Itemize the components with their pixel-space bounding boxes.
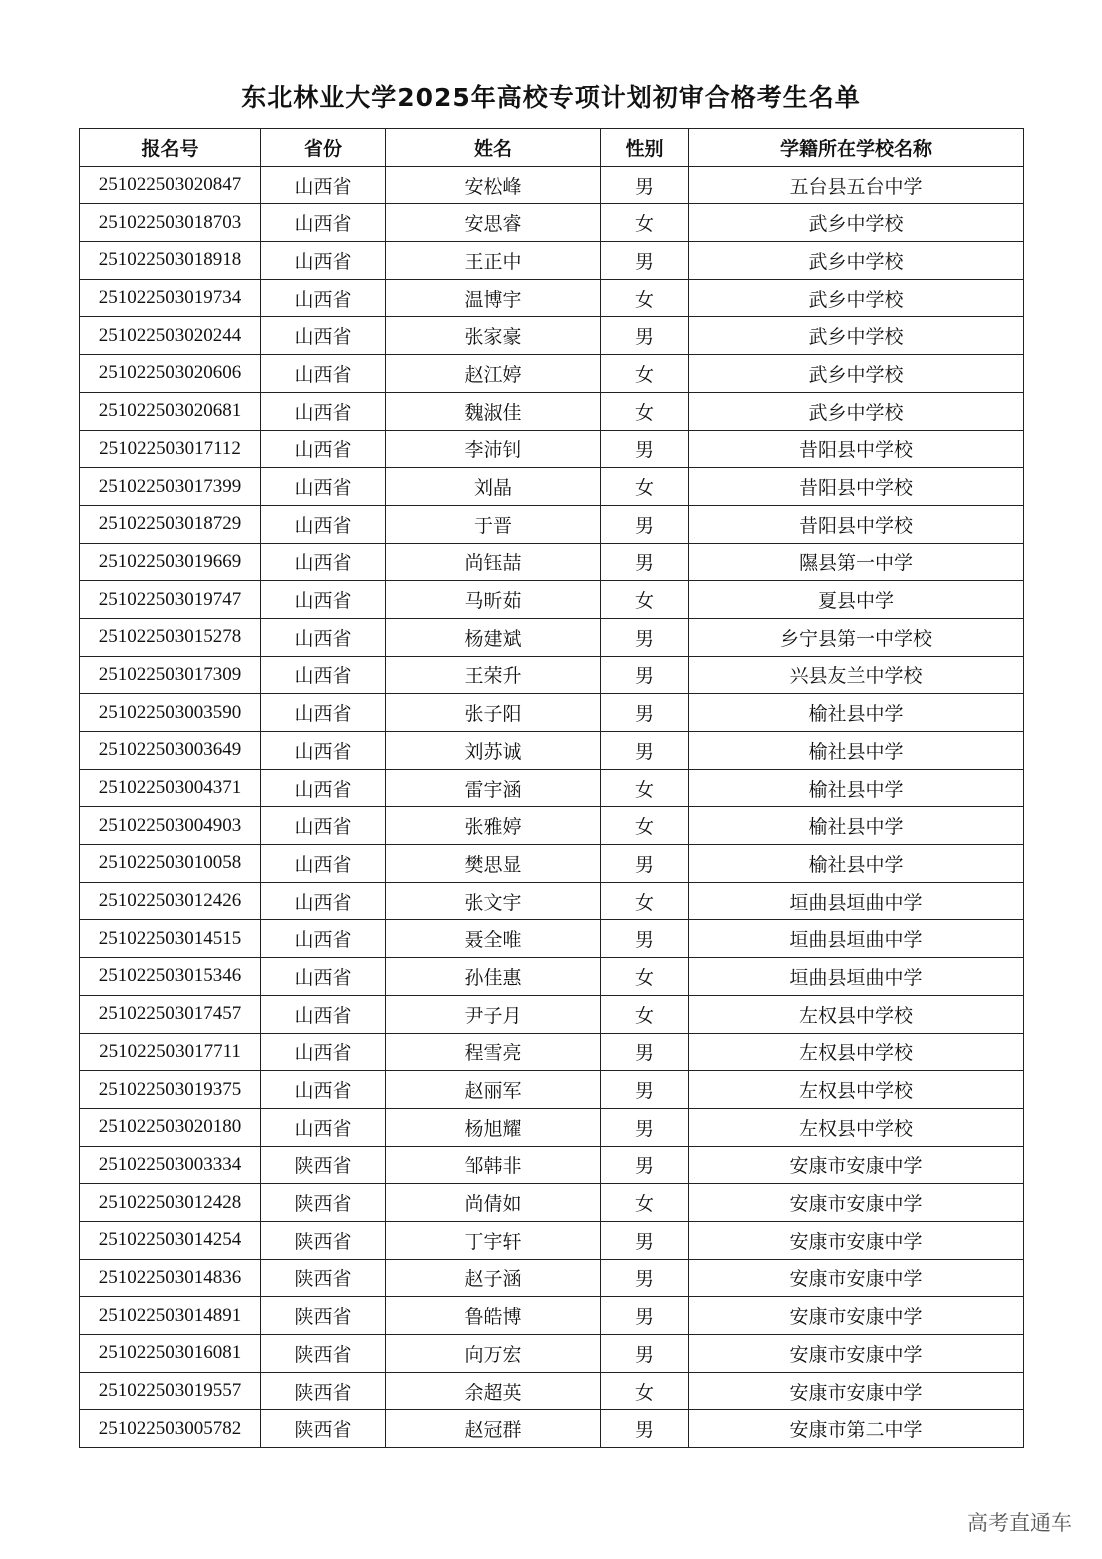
province-cell: 陕西省 xyxy=(261,1335,386,1373)
table-row xyxy=(80,1108,1024,1146)
table-row xyxy=(80,1259,1024,1297)
gender-cell: 女 xyxy=(601,807,689,845)
gender-cell: 男 xyxy=(601,1221,689,1259)
province-cell: 山西省 xyxy=(261,242,386,280)
registration-number-cell: 251022503012428 xyxy=(80,1184,261,1222)
gender-cell: 女 xyxy=(601,958,689,996)
gender-cell: 女 xyxy=(601,204,689,242)
province-cell: 山西省 xyxy=(261,995,386,1033)
name-cell: 魏淑佳 xyxy=(386,392,601,430)
registration-number-cell: 251022503018729 xyxy=(80,505,261,543)
province-cell: 山西省 xyxy=(261,355,386,393)
gender-cell: 男 xyxy=(601,1259,689,1297)
gender-cell: 男 xyxy=(601,845,689,883)
province-cell: 山西省 xyxy=(261,543,386,581)
name-cell: 尚钰喆 xyxy=(386,543,601,581)
name-cell: 赵江婷 xyxy=(386,355,601,393)
province-cell: 山西省 xyxy=(261,317,386,355)
school-cell: 武乡中学校 xyxy=(689,204,1024,242)
table-row xyxy=(80,1221,1024,1259)
page-title: 东北林业大学2025年高校专项计划初审合格考生名单 xyxy=(241,83,861,112)
gender-cell: 男 xyxy=(601,1146,689,1184)
name-cell: 王正中 xyxy=(386,242,601,280)
table-row xyxy=(80,656,1024,694)
school-cell: 榆社县中学 xyxy=(689,807,1024,845)
gender-cell: 男 xyxy=(601,166,689,204)
province-cell: 山西省 xyxy=(261,468,386,506)
name-cell: 向万宏 xyxy=(386,1335,601,1373)
name-cell: 雷宇涵 xyxy=(386,769,601,807)
table-row xyxy=(80,1335,1024,1373)
registration-number-cell: 251022503015278 xyxy=(80,618,261,656)
gender-cell: 男 xyxy=(601,656,689,694)
school-cell: 左权县中学校 xyxy=(689,1033,1024,1071)
registration-number-cell: 251022503012426 xyxy=(80,882,261,920)
registration-number-cell: 251022503020244 xyxy=(80,317,261,355)
gender-cell: 女 xyxy=(601,1184,689,1222)
school-cell: 安康市安康中学 xyxy=(689,1372,1024,1410)
table-row xyxy=(80,845,1024,883)
school-cell: 榆社县中学 xyxy=(689,769,1024,807)
table-row xyxy=(80,468,1024,506)
school-cell: 武乡中学校 xyxy=(689,355,1024,393)
table-row xyxy=(80,769,1024,807)
gender-cell: 男 xyxy=(601,694,689,732)
gender-cell: 男 xyxy=(601,1335,689,1373)
table-row xyxy=(80,694,1024,732)
province-cell: 山西省 xyxy=(261,581,386,619)
school-cell: 安康市安康中学 xyxy=(689,1221,1024,1259)
province-cell: 山西省 xyxy=(261,1071,386,1109)
name-cell: 赵子涵 xyxy=(386,1259,601,1297)
province-cell: 陕西省 xyxy=(261,1146,386,1184)
province-cell: 陕西省 xyxy=(261,1221,386,1259)
school-cell: 榆社县中学 xyxy=(689,845,1024,883)
name-cell: 于晋 xyxy=(386,505,601,543)
table-row xyxy=(80,1184,1024,1222)
school-cell: 武乡中学校 xyxy=(689,242,1024,280)
school-cell: 安康市安康中学 xyxy=(689,1146,1024,1184)
province-cell: 山西省 xyxy=(261,279,386,317)
province-cell: 陕西省 xyxy=(261,1259,386,1297)
table-row xyxy=(80,204,1024,242)
gender-cell: 男 xyxy=(601,618,689,656)
registration-number-cell: 251022503004903 xyxy=(80,807,261,845)
name-cell: 刘苏诚 xyxy=(386,732,601,770)
province-cell: 山西省 xyxy=(261,505,386,543)
province-cell: 山西省 xyxy=(261,430,386,468)
name-cell: 张雅婷 xyxy=(386,807,601,845)
registration-number-cell: 251022503019747 xyxy=(80,581,261,619)
name-cell: 邹韩非 xyxy=(386,1146,601,1184)
name-cell: 温博宇 xyxy=(386,279,601,317)
gender-cell: 男 xyxy=(601,505,689,543)
registration-number-cell: 251022503004371 xyxy=(80,769,261,807)
name-cell: 张子阳 xyxy=(386,694,601,732)
school-cell: 榆社县中学 xyxy=(689,732,1024,770)
province-cell: 陕西省 xyxy=(261,1297,386,1335)
gender-cell: 男 xyxy=(601,543,689,581)
province-cell: 山西省 xyxy=(261,694,386,732)
name-cell: 安思睿 xyxy=(386,204,601,242)
header-gender: 性别 xyxy=(601,129,689,167)
header-school: 学籍所在学校名称 xyxy=(689,129,1024,167)
table-row xyxy=(80,958,1024,996)
province-cell: 山西省 xyxy=(261,807,386,845)
province-cell: 山西省 xyxy=(261,392,386,430)
registration-number-cell: 251022503020180 xyxy=(80,1108,261,1146)
table-row xyxy=(80,618,1024,656)
registration-number-cell: 251022503010058 xyxy=(80,845,261,883)
registration-number-cell: 251022503019734 xyxy=(80,279,261,317)
registration-number-cell: 251022503017711 xyxy=(80,1033,261,1071)
gender-cell: 男 xyxy=(601,1071,689,1109)
gender-cell: 男 xyxy=(601,920,689,958)
registration-number-cell: 251022503017457 xyxy=(80,995,261,1033)
school-cell: 兴县友兰中学校 xyxy=(689,656,1024,694)
header-name: 姓名 xyxy=(386,129,601,167)
gender-cell: 男 xyxy=(601,732,689,770)
name-cell: 聂全唯 xyxy=(386,920,601,958)
registration-number-cell: 251022503017112 xyxy=(80,430,261,468)
gender-cell: 女 xyxy=(601,392,689,430)
header-registration-number: 报名号 xyxy=(80,129,261,167)
school-cell: 武乡中学校 xyxy=(689,279,1024,317)
registration-number-cell: 251022503017399 xyxy=(80,468,261,506)
name-cell: 张文宇 xyxy=(386,882,601,920)
table-row xyxy=(80,807,1024,845)
gender-cell: 男 xyxy=(601,430,689,468)
name-cell: 孙佳惠 xyxy=(386,958,601,996)
table-header-row xyxy=(80,129,1024,167)
registration-number-cell: 251022503016081 xyxy=(80,1335,261,1373)
name-cell: 王荣升 xyxy=(386,656,601,694)
table-row xyxy=(80,355,1024,393)
school-cell: 五台县五台中学 xyxy=(689,166,1024,204)
gender-cell: 男 xyxy=(601,317,689,355)
province-cell: 陕西省 xyxy=(261,1410,386,1448)
table-row xyxy=(80,920,1024,958)
table-row xyxy=(80,166,1024,204)
gender-cell: 女 xyxy=(601,581,689,619)
school-cell: 安康市安康中学 xyxy=(689,1184,1024,1222)
province-cell: 陕西省 xyxy=(261,1372,386,1410)
registration-number-cell: 251022503014836 xyxy=(80,1259,261,1297)
registration-number-cell: 251022503020681 xyxy=(80,392,261,430)
name-cell: 安松峰 xyxy=(386,166,601,204)
registration-number-cell: 251022503003334 xyxy=(80,1146,261,1184)
province-cell: 山西省 xyxy=(261,769,386,807)
name-cell: 尹子月 xyxy=(386,995,601,1033)
registration-number-cell: 251022503020847 xyxy=(80,166,261,204)
table-row xyxy=(80,392,1024,430)
table-row xyxy=(80,581,1024,619)
school-cell: 夏县中学 xyxy=(689,581,1024,619)
province-cell: 山西省 xyxy=(261,845,386,883)
school-cell: 隰县第一中学 xyxy=(689,543,1024,581)
gender-cell: 女 xyxy=(601,995,689,1033)
school-cell: 安康市第二中学 xyxy=(689,1410,1024,1448)
school-cell: 安康市安康中学 xyxy=(689,1259,1024,1297)
table-row xyxy=(80,317,1024,355)
province-cell: 山西省 xyxy=(261,166,386,204)
gender-cell: 女 xyxy=(601,355,689,393)
name-cell: 尚倩如 xyxy=(386,1184,601,1222)
table-row xyxy=(80,430,1024,468)
gender-cell: 男 xyxy=(601,1297,689,1335)
gender-cell: 女 xyxy=(601,882,689,920)
school-cell: 昔阳县中学校 xyxy=(689,505,1024,543)
school-cell: 垣曲县垣曲中学 xyxy=(689,920,1024,958)
school-cell: 垣曲县垣曲中学 xyxy=(689,958,1024,996)
gender-cell: 男 xyxy=(601,1108,689,1146)
registration-number-cell: 251022503019669 xyxy=(80,543,261,581)
name-cell: 杨建斌 xyxy=(386,618,601,656)
name-cell: 赵丽军 xyxy=(386,1071,601,1109)
name-cell: 丁宇轩 xyxy=(386,1221,601,1259)
registration-number-cell: 251022503018918 xyxy=(80,242,261,280)
name-cell: 余超英 xyxy=(386,1372,601,1410)
school-cell: 左权县中学校 xyxy=(689,1108,1024,1146)
table-row xyxy=(80,1410,1024,1448)
registration-number-cell: 251022503015346 xyxy=(80,958,261,996)
school-cell: 垣曲县垣曲中学 xyxy=(689,882,1024,920)
gender-cell: 女 xyxy=(601,279,689,317)
watermark: 高考直通车 xyxy=(967,1511,1072,1535)
school-cell: 安康市安康中学 xyxy=(689,1297,1024,1335)
gender-cell: 男 xyxy=(601,242,689,280)
registration-number-cell: 251022503014515 xyxy=(80,920,261,958)
registration-number-cell: 251022503020606 xyxy=(80,355,261,393)
table-row xyxy=(80,505,1024,543)
name-cell: 张家豪 xyxy=(386,317,601,355)
school-cell: 武乡中学校 xyxy=(689,317,1024,355)
school-cell: 安康市安康中学 xyxy=(689,1335,1024,1373)
name-cell: 程雪亮 xyxy=(386,1033,601,1071)
school-cell: 昔阳县中学校 xyxy=(689,468,1024,506)
province-cell: 山西省 xyxy=(261,1033,386,1071)
province-cell: 山西省 xyxy=(261,882,386,920)
gender-cell: 女 xyxy=(601,1372,689,1410)
province-cell: 山西省 xyxy=(261,656,386,694)
registration-number-cell: 251022503005782 xyxy=(80,1410,261,1448)
province-cell: 山西省 xyxy=(261,920,386,958)
school-cell: 武乡中学校 xyxy=(689,392,1024,430)
table-body xyxy=(80,166,1024,1447)
table-row xyxy=(80,995,1024,1033)
province-cell: 陕西省 xyxy=(261,1184,386,1222)
school-cell: 昔阳县中学校 xyxy=(689,430,1024,468)
name-cell: 马昕茹 xyxy=(386,581,601,619)
candidate-table xyxy=(79,128,1024,1448)
name-cell: 赵冠群 xyxy=(386,1410,601,1448)
name-cell: 樊思显 xyxy=(386,845,601,883)
province-cell: 山西省 xyxy=(261,958,386,996)
table-row xyxy=(80,1297,1024,1335)
name-cell: 杨旭耀 xyxy=(386,1108,601,1146)
table-row xyxy=(80,279,1024,317)
gender-cell: 女 xyxy=(601,468,689,506)
header-province: 省份 xyxy=(261,129,386,167)
school-cell: 左权县中学校 xyxy=(689,995,1024,1033)
registration-number-cell: 251022503003649 xyxy=(80,732,261,770)
province-cell: 山西省 xyxy=(261,1108,386,1146)
registration-number-cell: 251022503019557 xyxy=(80,1372,261,1410)
table-row xyxy=(80,732,1024,770)
gender-cell: 男 xyxy=(601,1410,689,1448)
school-cell: 乡宁县第一中学校 xyxy=(689,618,1024,656)
table-row xyxy=(80,882,1024,920)
table-row xyxy=(80,242,1024,280)
gender-cell: 男 xyxy=(601,1033,689,1071)
province-cell: 山西省 xyxy=(261,204,386,242)
registration-number-cell: 251022503014891 xyxy=(80,1297,261,1335)
registration-number-cell: 251022503019375 xyxy=(80,1071,261,1109)
name-cell: 刘晶 xyxy=(386,468,601,506)
province-cell: 山西省 xyxy=(261,732,386,770)
school-cell: 榆社县中学 xyxy=(689,694,1024,732)
name-cell: 鲁皓博 xyxy=(386,1297,601,1335)
registration-number-cell: 251022503017309 xyxy=(80,656,261,694)
registration-number-cell: 251022503003590 xyxy=(80,694,261,732)
table-row xyxy=(80,1146,1024,1184)
province-cell: 山西省 xyxy=(261,618,386,656)
table-row xyxy=(80,1033,1024,1071)
table-row xyxy=(80,1372,1024,1410)
registration-number-cell: 251022503014254 xyxy=(80,1221,261,1259)
table-row xyxy=(80,1071,1024,1109)
table-row xyxy=(80,543,1024,581)
registration-number-cell: 251022503018703 xyxy=(80,204,261,242)
school-cell: 左权县中学校 xyxy=(689,1071,1024,1109)
name-cell: 李沛钊 xyxy=(386,430,601,468)
gender-cell: 女 xyxy=(601,769,689,807)
